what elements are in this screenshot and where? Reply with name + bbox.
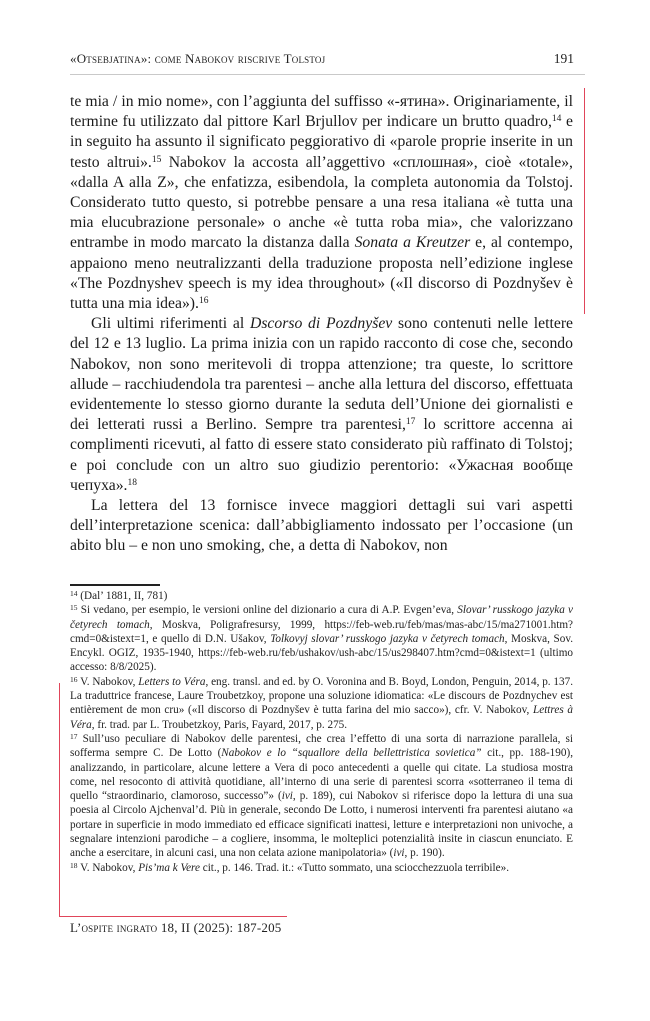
header-rule	[70, 74, 585, 75]
running-foot: L’ospite ingrato 18, II (2025): 187-205	[70, 920, 282, 935]
main-text	[70, 92, 573, 557]
paragraph-2: Gli ultimi riferimenti al Dscorso di Pozdnyšev sono contenuti nelle lettere del 12 e 13 luglio. La prima inizia con un rapido racconto di cose che, secondo Nabokov, non sono meritevoli di troppa attenzione; tra queste, lo scrittore allude – racchiudendola tra parentesi – anche alla lettura del discorso, effettuata evidentemente lo stesso giorno durante la seduta dell’Unione dei giornalisti e dei letterati russi a Berlino. Sempre tra parentesi,$^{17}$ lo scrittore accenna ai complimenti ricevuti, al fatto di essere stato considerato più raffinato di Tolstoj; e poi conclude con un altro suo giudizio perentorio: «Ужасная вообще чепуха».$^{18}$	[70, 315, 573, 494]
annotation-line-bottom	[59, 916, 287, 917]
paragraph-3: La lettera del 13 fornisce invece maggiori dettagli sui vari aspetti dell’interpretazione scenica: dall’abbigliamento indossato per l’occasione (un abito blu – e non uno smoking, che, a detta di Nabokov, non	[70, 497, 573, 555]
paragraph-1: te mia / in mio nome», con l’aggiunta del suffisso «-ятина». Originariamente, il termine fu utilizzato dal pittore Karl Brjullov per indicare un brutto quadro,$^{14}$ e in seguito ha assunto il significato peggiorativo di «parole proprie inserite in un testo altrui».$^{15}$ Nabokov la accosta all’aggettivo «сплошная», cioè «totale», «dalla A alla Z», che enfatizza, esibendola, la completa autonomia da Tolstoj. Considerato tutto questo, si potrebbe pensare a una resa italiana «è tutta una mia elucubrazione personale» o anche «è tutta roba mia», che valorizzano entrambe in modo marcato la distanza dalla Sonata a Kreutzer e, al contempo, appaiono meno neutralizzanti della traduzione proposta nell’edizione inglese «The Pozdnyshev speech is my idea throughout» («Il discorso di Pozdnyšev è tutta una mia idea»).$^{16}$	[70, 93, 573, 313]
page-number: 191	[553, 51, 574, 66]
footnote-separator	[70, 584, 160, 586]
footnote-18: $^{18}$ V. Nabokov, Pis’ma k Vere cit., p. 146. Trad. it.: «Tutto sommato, una sciocchezzuola terribile».	[70, 860, 510, 874]
running-head-title: «Otsebjatina»: come Nabokov riscrive Tolstoj	[70, 51, 326, 66]
running-head	[70, 51, 574, 71]
footnote-17: $^{17}$ Sull’uso peculiare di Nabokov delle parentesi, che crea l’effetto di una sorta di narrazione parallela, si sofferma sempre C. De Lotto (Nabokov e lo “squallore della bellettristica sovietica” cit., pp. 188-190), analizzando, in particolare, alcune lettere a Vera di poco antecedenti a quelle qui citate. La studiosa mostra come, nel resoconto di attività quotidiane, all’interno di una serie di parentesi scorra «sotterraneo il tema di quello “straordinario, clamoroso, successo”» (ivi, p. 189), cui Nabokov si riferisce dopo la lettura di una sua poesia al Circolo Ajchenval’d. Più in generale, secondo De Lotto, i numerosi interventi fra parentesi aiutano «a portare in superficie in modo immediato ed efficace significati inattesi, letture e interpretazioni non univoche, a segnalare intenzioni parodiche – a cogliere, insomma, le molteplici potenzialità insite in ciascun enunciato. E anche a esercitare, in alcuni casi, una non celata azione manipolatoria» (ivi, p. 190).	[70, 731, 574, 860]
footnotes	[70, 589, 573, 875]
footnote-14: $^{14}$ (Dal’ 1881, II, 781)	[70, 589, 168, 602]
footnote-15: $^{15}$ Si vedano, per esempio, le versioni online del dizionario a cura di A.P. Evgen’eva, Slovar’ russkogo jazyka v četyrech tomach, Moskva, Poligrafresursy, 1999, https://feb-web.ru/feb/mas/mas-abc/15/ma271001.htm?cmd=0&istext=1, e quello di D.N. Ušakov, Tolkovyj slovar’ russkogo jazyka v četyrech tomach, Moskva, Sov. Encykl. OGIZ, 1935-1940, https://feb-web.ru/feb/ushakov/ush-abc/15/us298407.htm?cmd=0&istext=1 (ultimo accesso: 8/8/2025).	[70, 603, 574, 674]
annotation-line-left	[59, 683, 60, 916]
footnote-16: $^{16}$ V. Nabokov, Letters to Véra, eng. transl. and ed. by O. Voronina and B. Boyd, London, Penguin, 2014, p. 137. La traduttrice francese, Laure Troubetzkoy, propone una soluzione idiomatica: «Le discours de Pozdnychev est entièrement de mon cru» («Il discorso di Pozdnyšev è tutta farina del mio sacco»), cfr. V. Nabokov, Lettres à Véra, fr. trad. par L. Troubetzkoy, Paris, Fayard, 2017, p. 275.	[70, 674, 573, 731]
annotation-line-right	[584, 88, 585, 314]
